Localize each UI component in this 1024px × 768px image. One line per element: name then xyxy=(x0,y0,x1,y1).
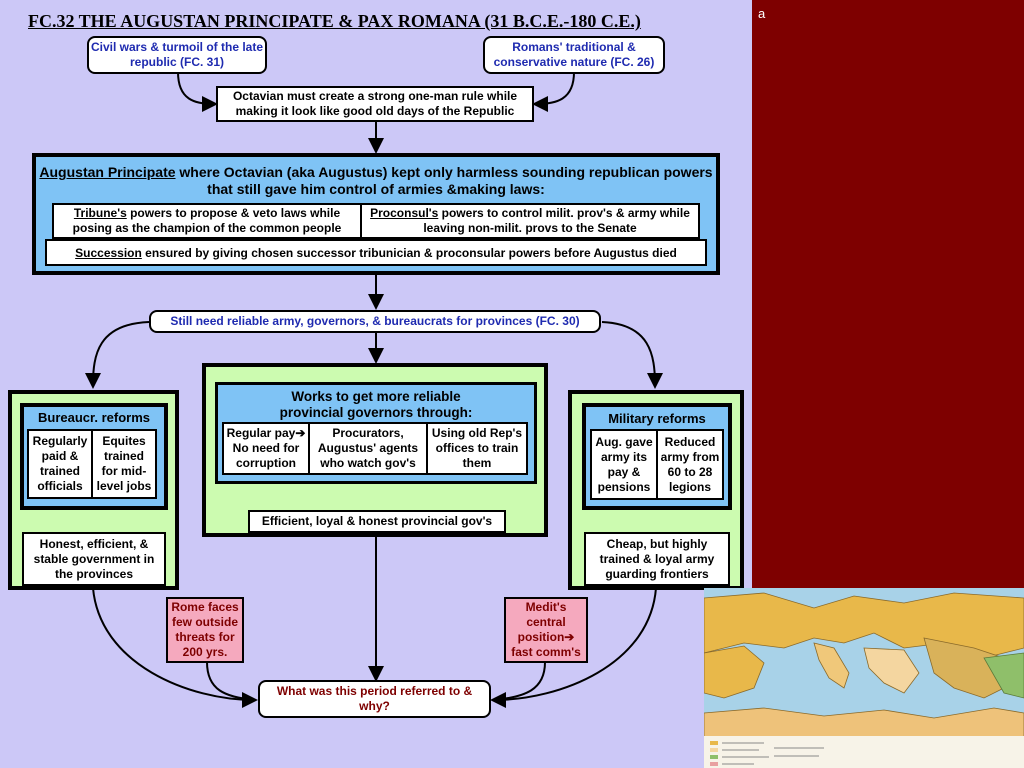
tribune-term: Tribune's xyxy=(73,206,127,220)
succession-rest: ensured by giving chosen successor tribunician & proconsular powers before Augustus died xyxy=(141,245,677,260)
arrow-traditional-to-octavian xyxy=(536,72,574,104)
governors-cell-old-offices: Using old Rep's offices to train them xyxy=(431,426,523,470)
arrow-medit-to-question xyxy=(494,662,545,700)
succession-row xyxy=(45,239,707,266)
question-box: What was this period referred to & why? xyxy=(258,680,491,718)
military-cell-pay-pensions: Aug. gave army its pay & pensions xyxy=(592,431,658,498)
map-illustration xyxy=(704,588,1024,768)
principate-heading xyxy=(36,164,716,198)
bureaucracy-cell-equites: Equites trained for mid-level jobs xyxy=(96,434,152,493)
augustan-principate-frame xyxy=(32,153,720,275)
governors-frame xyxy=(202,363,548,537)
arrow-romefaces-to-question xyxy=(207,662,254,700)
proconsul-term: Proconsul's xyxy=(370,206,439,220)
powers-table xyxy=(52,203,700,239)
rome-faces-threats-box: Rome faces few outside threats for 200 yrs. xyxy=(166,597,244,663)
military-table xyxy=(590,429,724,500)
principate-heading-term: Augustan Principate xyxy=(39,164,176,180)
governors-heading: Works to get more reliable provincial governors through: xyxy=(279,389,473,420)
governors-table xyxy=(222,422,528,475)
proconsul-rest: powers to control milit. prov's & army while leaving non-milit. provs to the Senate xyxy=(423,206,690,235)
bureaucracy-heading: Bureaucr. reforms xyxy=(38,410,150,425)
page-title: FC.32 THE AUGUSTAN PRINCIPATE & PAX ROMANA (31 B.C.E.-180 C.E.) xyxy=(28,11,641,31)
succession-term: Succession xyxy=(75,245,142,260)
proconsul-cell xyxy=(362,205,698,237)
tribune-cell xyxy=(54,205,362,237)
arrow-stillneed-to-military xyxy=(602,322,655,385)
traditional-nature-box: Romans' traditional & conservative nature (FC. 26) xyxy=(483,36,665,74)
governors-result-box: Efficient, loyal & honest provincial gov's xyxy=(248,510,506,533)
principate-heading-rest: where Octavian (aka Augustus) kept only harmless sounding republican powers that still gave him control of armies &making laws: xyxy=(175,164,713,197)
roman-empire-map-image xyxy=(704,588,1024,768)
governors-cell-regular-pay: Regular pay➔ No need for corruption xyxy=(224,424,310,473)
military-cell-reduced-legions: Reduced army from 60 to 28 legions xyxy=(660,434,720,494)
military-blue-panel xyxy=(582,403,732,510)
governors-cell-procurators: Procurators, Augustus' agents who watch gov's xyxy=(310,424,428,473)
octavian-box: Octavian must create a strong one-man rule while making it look like good old days of the Republic xyxy=(216,86,534,122)
bureaucracy-table xyxy=(27,429,157,499)
arrow-stillneed-to-bureaucr xyxy=(93,322,149,385)
military-result-box: Cheap, but highly trained & loyal army guarding frontiers xyxy=(584,532,730,586)
still-need-box: Still need reliable army, governors, & bureaucrats for provinces (FC. 30) xyxy=(149,310,601,333)
bureaucracy-blue-panel xyxy=(20,403,168,510)
bureaucracy-result-box: Honest, efficient, & stable government in the provinces xyxy=(22,532,166,586)
military-frame xyxy=(568,390,744,590)
tribune-rest: powers to propose & veto laws while posing as the champion of the common people xyxy=(72,206,342,235)
bureaucracy-frame xyxy=(8,390,179,590)
mediterranean-position-box: Medit's central position➔ fast comm's xyxy=(504,597,588,663)
military-heading: Military reforms xyxy=(608,411,706,426)
arrow-civilwars-to-octavian xyxy=(178,72,214,104)
corner-letter: a xyxy=(758,6,766,21)
governors-blue-panel xyxy=(215,382,537,484)
civil-wars-box: Civil wars & turmoil of the late republic (FC. 31) xyxy=(87,36,267,74)
bureaucracy-cell-paid-officials: Regularly paid & trained officials xyxy=(29,431,93,497)
